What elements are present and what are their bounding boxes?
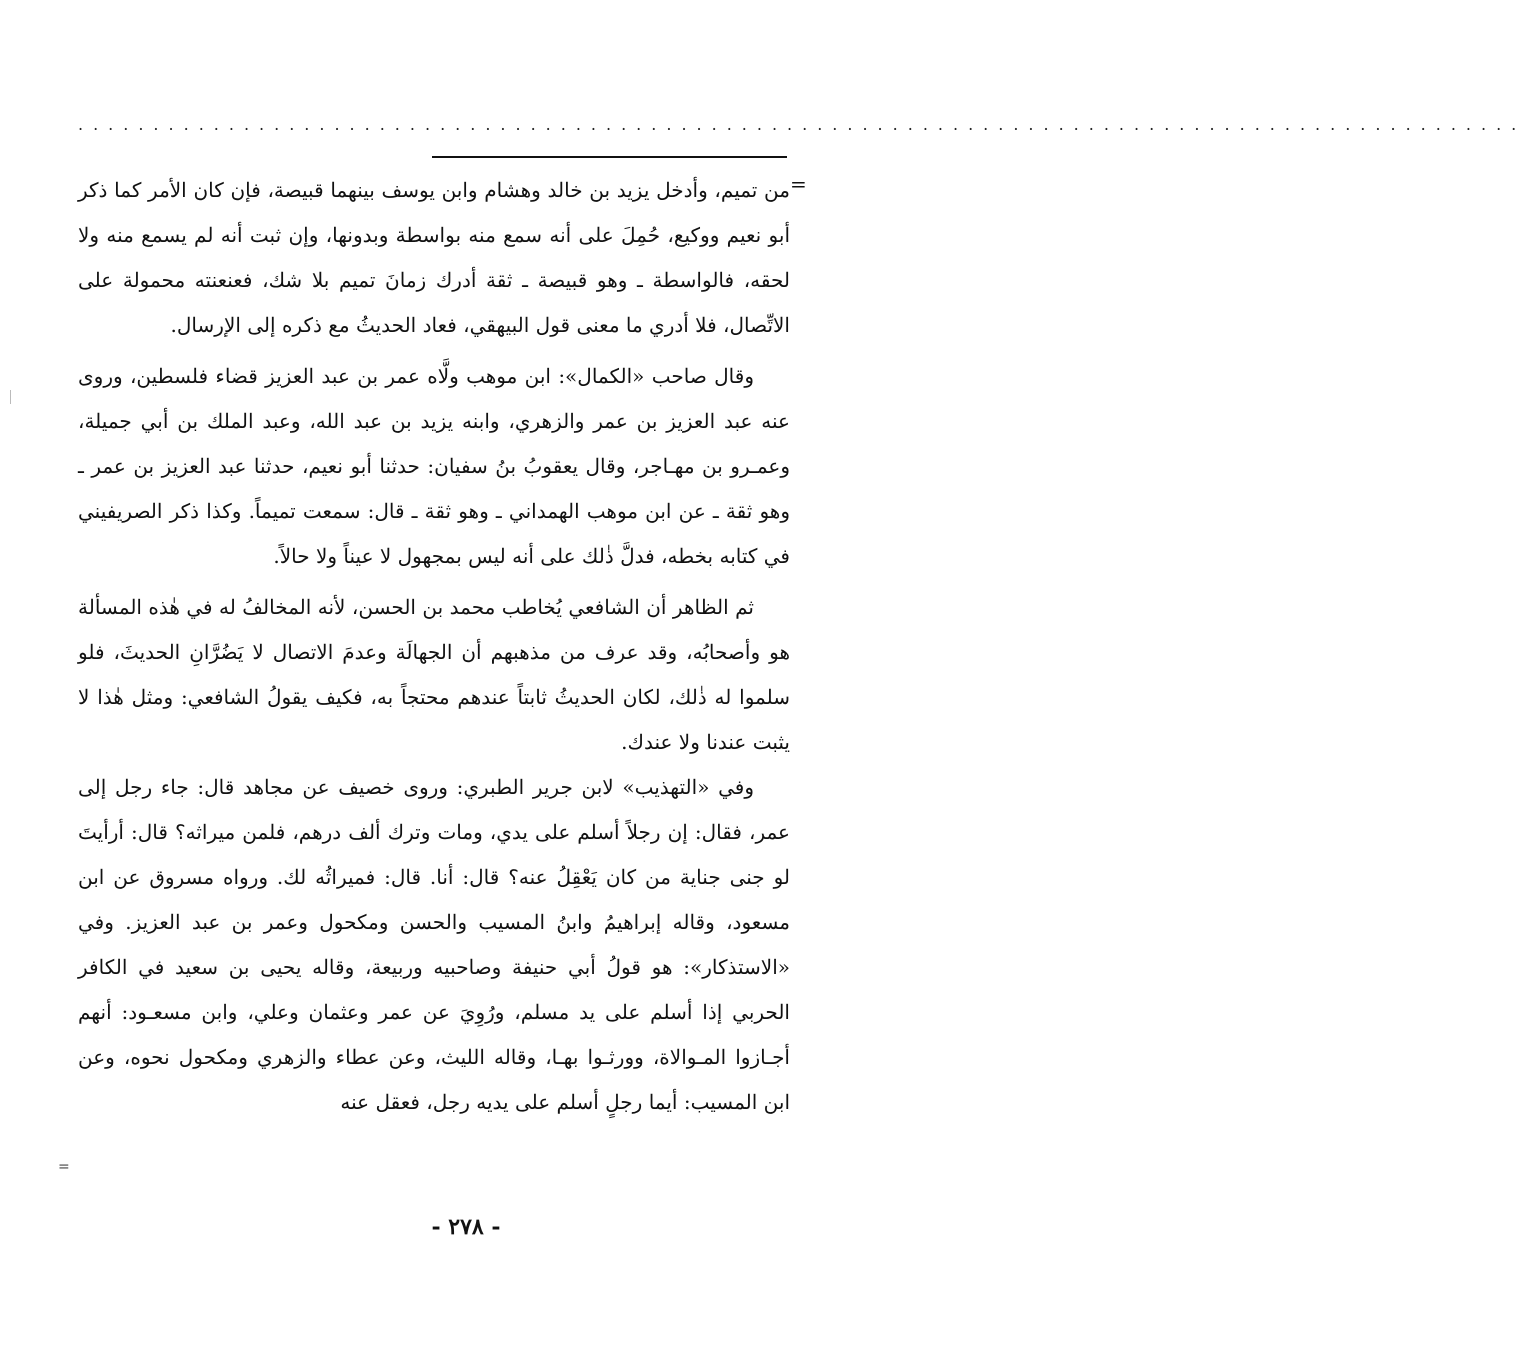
scan-edge-mark — [10, 390, 11, 404]
paragraph-3: ثم الظاهر أن الشافعي يُخاطب محمد بن الحسن، لأنه المخالفُ له في هٰذه المسألة هو وأصحابُه، وقد عرف من مذهبهم أن الجهالَة وعدمَ الاتصال لا يَضُرَّانِ الحديثَ، فلو سلموا له ذٰلك، لكان الحديثُ ثابتاً عندهم محتجاً به، فكيف يقولُ الشافعي: ومثل هٰذا لا يثبت عندنا ولا عندك. — [78, 595, 790, 754]
paragraph-2: وقال صاحب «الكمال»: ابن موهب ولَّاه عمر بن عبد العزيز قضاء فلسطين، وروى عنه عبد العزيز بن عمر والزهري، وابنه يزيد بن عبد الله، وعبد الملك بن أبي جميلة، وعمـرو بن مهـاجر، وقال يعقوبُ بنُ سفيان: حدثنا أبو نعيم، حدثنا عبد العزيز بن عمر ـ وهو ثقة ـ عن ابن موهب الهمداني ـ وهو ثقة ـ قال: سمعت تميماً. وكذا ذكر الصريفيني في كتابه بخطه، فدلَّ ذٰلك على أنه ليس بمجهول لا عيناً ولا حالاً. — [78, 364, 790, 568]
page-number: - ٢٧٨ - — [431, 1214, 501, 1240]
paragraph-4: وفي «التهذيب» لابن جرير الطبري: وروى خصيف عن مجاهد قال: جاء رجل إلى عمر، فقال: إن رجلاً أسلم على يدي، ومات وترك ألف درهم، فلمن ميراثه؟ قال: أرأيتَ لو جنى جناية من كان يَعْقِلُ عنه؟ قال: أنا. قال: فميراثُه لك. ورواه مسروق عن ابن مسعود، وقاله إبراهيمُ وابنُ المسيب والحسن ومكحول وعمر بن عبد العزيز. وفي «الاستذكار»: هو قولُ أبي حنيفة وصاحبيه وربيعة، وقاله يحيى بن سعيد في الكافر الحربي إذا أسلم على يد مسلم، ورُوِيَ عن عمر وعثمان وعلي، وابن مسعـود: أنهم أجـازوا المـوالاة، وورثـوا بهـا، وقاله الليث، وعن عطاء والزهري ومكحول نحوه، وعن ابن المسيب: أيما رجلٍ أسلم على يديه رجل، فعقل عنه — [78, 775, 790, 1114]
continuation-mark: = — [790, 172, 807, 196]
continued-mark: = — [58, 1159, 70, 1175]
footnote-body — [78, 168, 790, 1125]
footnote-rule — [432, 156, 787, 158]
paragraph-1: من تميم، وأدخل يزيد بن خالد وهشام وابن يوسف بينهما قبيصة، فإن كان الأمر كما ذكر أبو نعيم ووكيع، حُمِلَ على أنه سمع منه بواسطة وبدونها، وإن ثبت أنه لم يسمع منه ولا لحقه، فالواسطة ـ وهو قبيصة ـ ثقة أدرك زمانَ تميم بلا شك، فعنعنته محمولة على الاتِّصال، فلا أدري ما معنى قول البيهقي، فعاد الحديثُ مع ذكره إلى الإرسال. — [78, 178, 790, 337]
dotted-separator: ................................................................................................ — [78, 115, 1526, 134]
